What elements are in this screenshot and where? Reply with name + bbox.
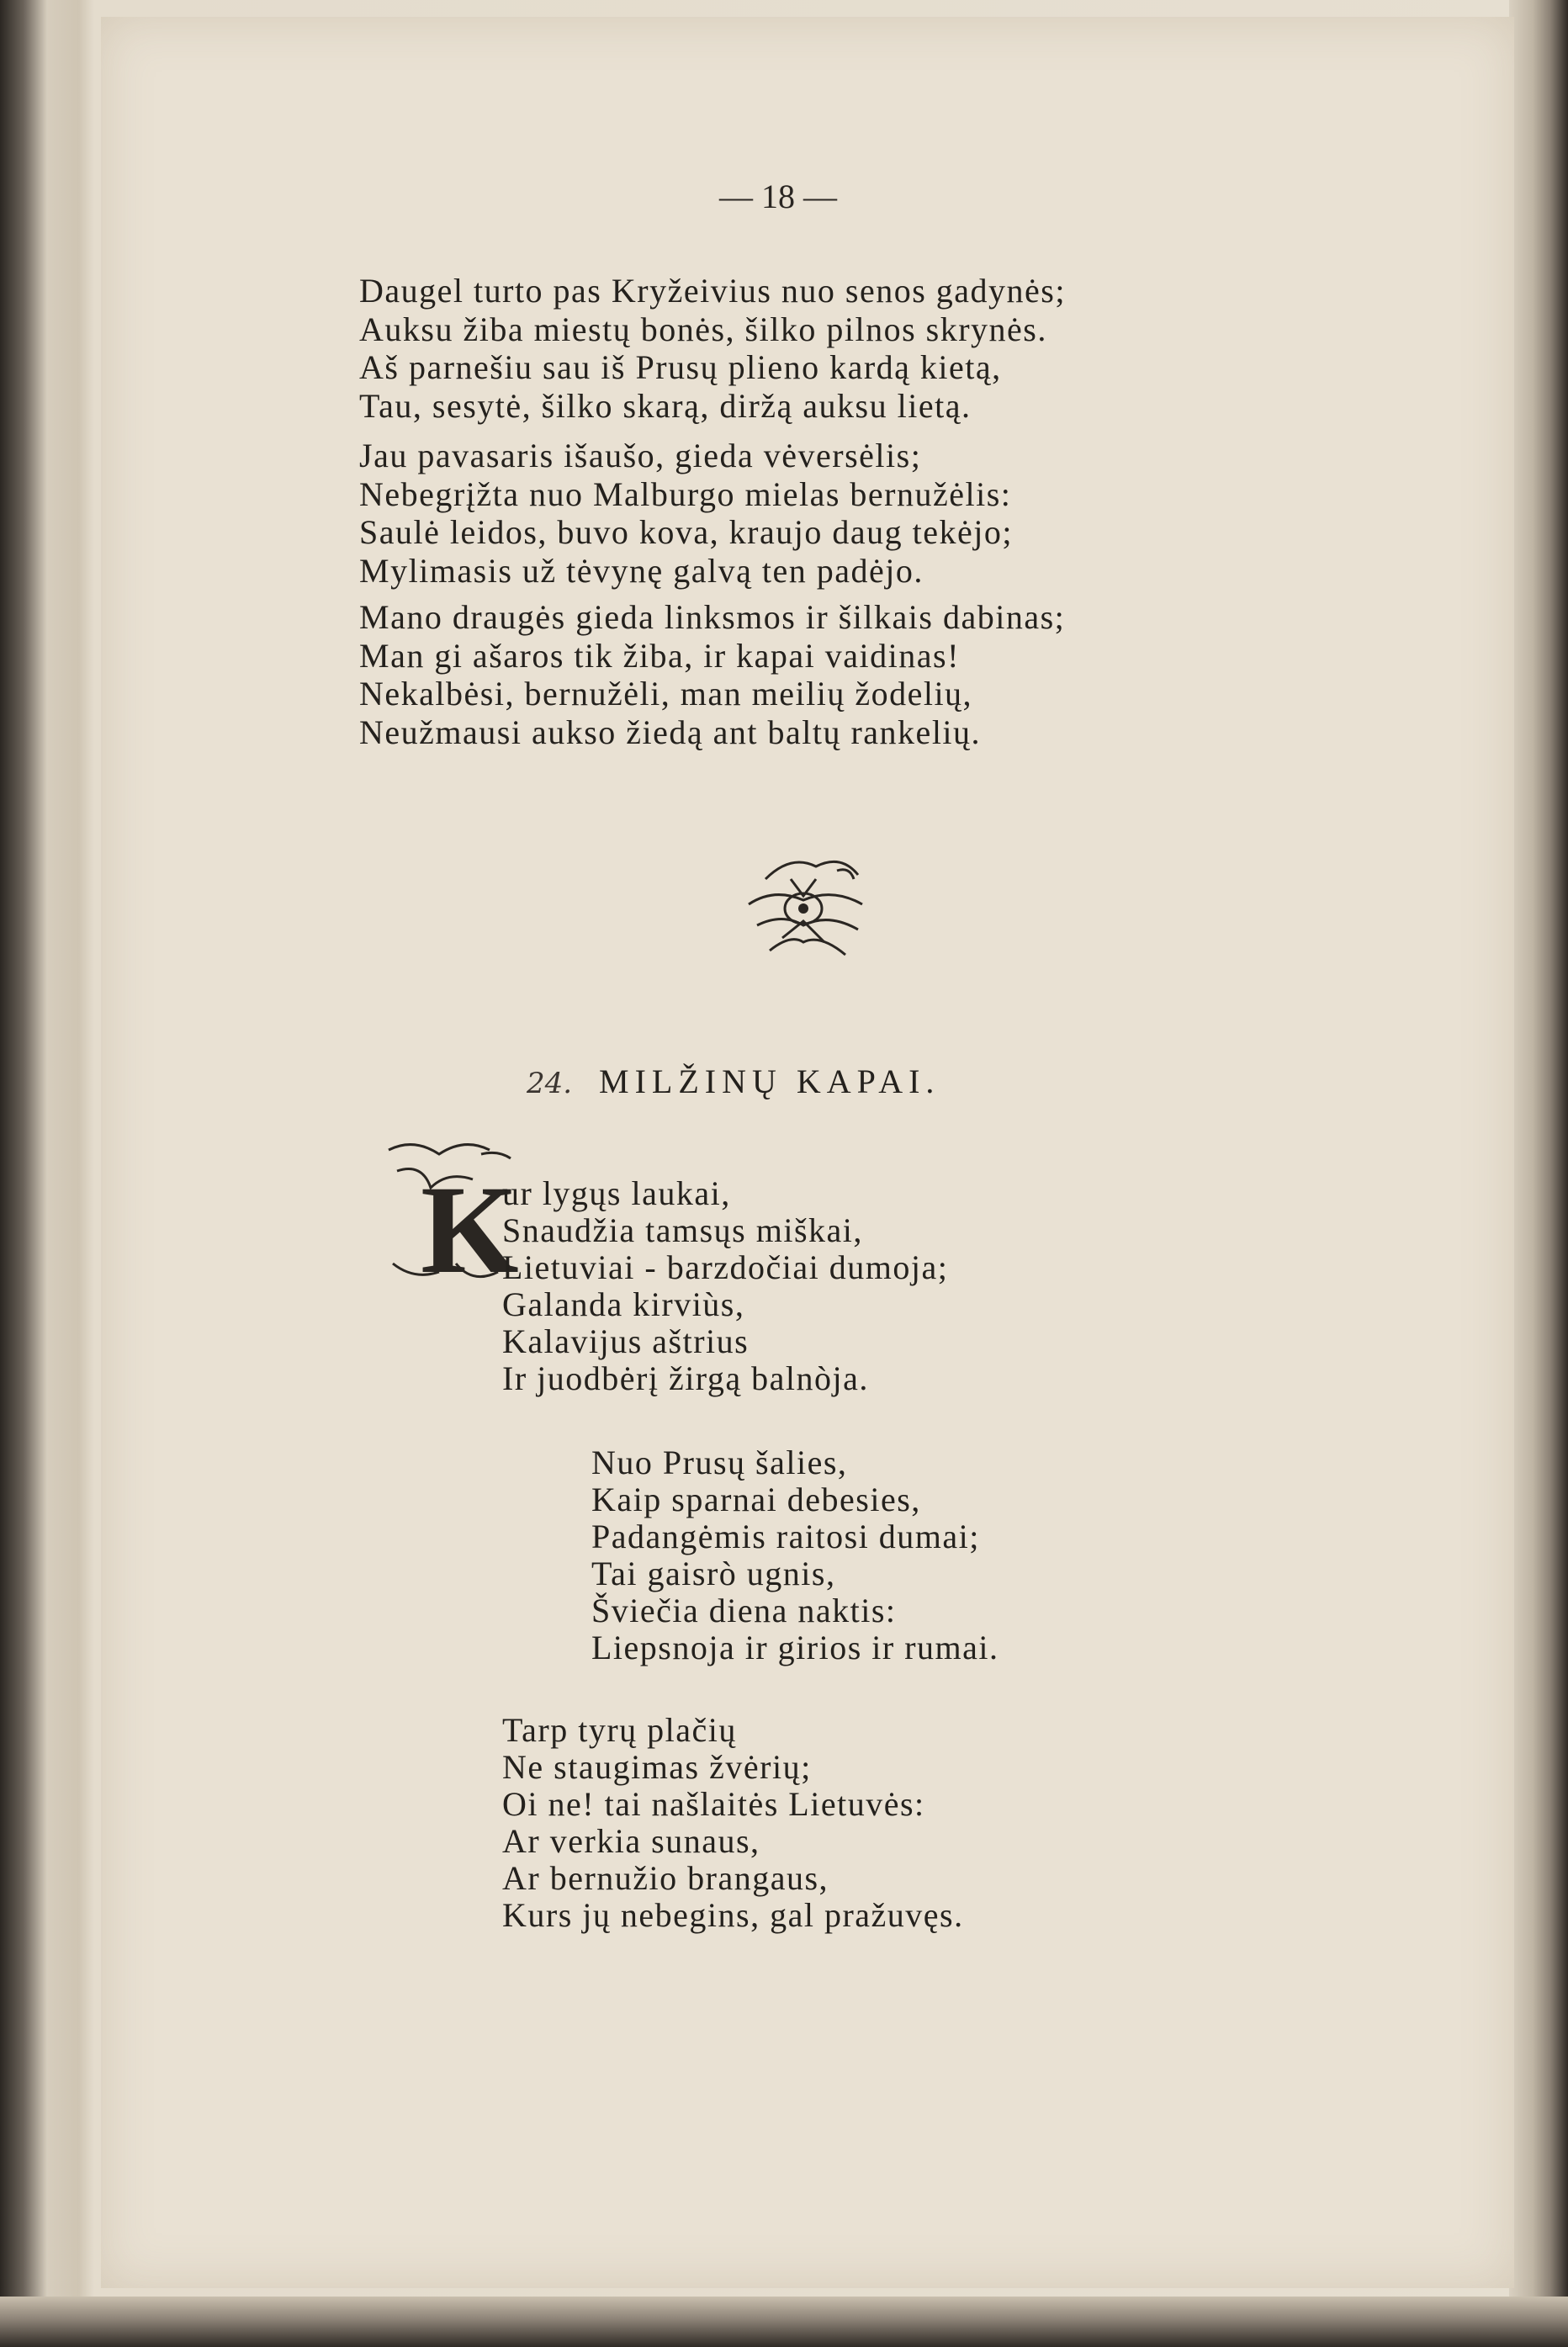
verse-line: Tarp tyrų plačių: [502, 1711, 737, 1749]
poem-number: 24.: [527, 1067, 573, 1100]
stanza-2: [359, 437, 1013, 590]
poem-stanza-3: [502, 1712, 964, 1934]
verse-line: Ar bernužio brangaus,: [502, 1859, 829, 1897]
verse-line: Aš parnešiu sau iš Prusų plieno kardą kietą,: [359, 348, 1002, 386]
verse-line: Ne staugimas žvėrių;: [502, 1748, 812, 1786]
dropcap-letter: K: [421, 1160, 519, 1300]
verse-line: Snaudžia tamsųs miškai,: [502, 1211, 863, 1249]
verse-line: Ir juodbėrį žirgą balnòja.: [502, 1359, 869, 1397]
verse-line: Nebegrįžta nuo Malburgo mielas bernužėlis:: [359, 474, 1012, 513]
verse-line: Daugel turto pas Kryžeivius nuo senos gadynės;: [359, 272, 1066, 310]
verse-line: Tai gaisrò ugnis,: [591, 1555, 836, 1592]
poem-title: MILŽINŲ KAPAI.: [599, 1062, 940, 1100]
verse-line: Ar verkia sunaus,: [502, 1822, 760, 1860]
verse-line: Šviečia diena naktis:: [591, 1592, 897, 1629]
page-edge-right: [1509, 0, 1568, 2347]
verse-line: Mylimasis už tėvynę galvą ten padėjo.: [359, 551, 924, 590]
verse-line: Liepsnoja ir girios ir rumai.: [591, 1629, 999, 1666]
floral-ornament-icon: [732, 845, 875, 972]
verse-line: Saulė leidos, buvo kova, kraujo daug tekėjo;: [359, 513, 1013, 551]
verse-line: Padangėmis raitosi dumai;: [591, 1518, 980, 1555]
page-edge-bottom: [0, 2297, 1568, 2347]
verse-line: Galanda kirviùs,: [502, 1285, 745, 1323]
verse-line: Kalavijus aštrius: [502, 1322, 750, 1360]
verse-line: Nekalbėsi, bernužėli, man meilių žodelių,: [359, 675, 973, 713]
poem-stanza-1: [502, 1175, 948, 1397]
verse-line: Kaip sparnai debesies,: [591, 1481, 921, 1518]
verse-line: Jau pavasaris išaušo, gieda vėversėlis;: [359, 437, 922, 474]
verse-line: Auksu žiba miestų bonės, šilko pilnos skrynės.: [359, 310, 1047, 348]
poem-stanza-2: [591, 1444, 999, 1666]
page-number: — 18 —: [719, 177, 837, 215]
verse-line: Lietuviai - barzdočiai dumoja;: [502, 1248, 949, 1286]
verse-line: Kurs jų nebegins, gal pražuvęs.: [502, 1896, 964, 1934]
verse-line: ur lygųs laukai,: [502, 1174, 731, 1212]
verse-line: Man gi ašaros tik žiba, ir kapai vaidinas!: [359, 636, 960, 675]
verse-line: Tau, sesytė, šilko skarą, diržą auksu lietą.: [359, 386, 972, 425]
verse-line: Mano draugės gieda linksmos ir šilkais dabinas;: [359, 598, 1066, 636]
verse-line: Oi ne! tai našlaitės Lietuvės:: [502, 1785, 925, 1823]
verse-line: Nuo Prusų šalies,: [591, 1444, 848, 1481]
stanza-1: [359, 272, 1066, 425]
stanza-3: [359, 598, 1065, 751]
verse-line: Neužmausi aukso žiedą ant baltų rankelių.: [359, 713, 982, 751]
